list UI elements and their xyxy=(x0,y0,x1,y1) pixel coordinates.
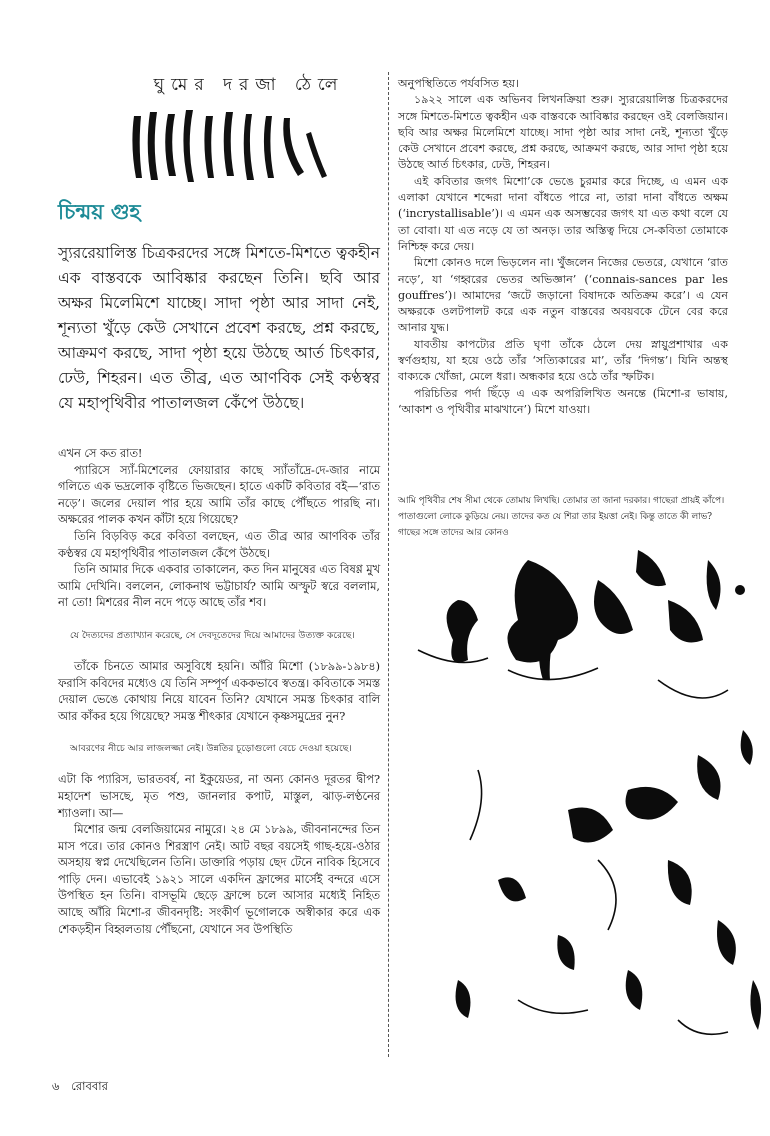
right-column xyxy=(398,76,728,418)
author-name: চিন্ময় গুহ xyxy=(58,200,141,224)
body-paragraph: এই কবিতার জগৎ মিশো’কে ভেঙে চুরমার করে দিচ্ছে, এ এমন এক এলাকা যেখানে শব্দেরা দানা বাঁধতে পারে না, তারা দানা বাঁধতে অক্ষম (‘incrystallisable’)। এ এমন এক অসম্ভবের জগৎ যা এত কথা বলে যে তা বোবা। যা এত নড়ে যে তা অনড়। তার অস্তিত্ব দিয়ে সে-কবিতা তোমাকে নিশ্চিহ্ন করে দেয়। xyxy=(398,174,728,253)
pull-quote: আবরণের নীচে আর লাজলজ্জা নেই। উন্নতির চূড়োগুলো বেচে দেওয়া হয়েছে। xyxy=(70,743,352,755)
body-paragraph: তাঁকে চিনতে আমার অসুবিধে হয়নি। আঁরি মিশো (১৮৯৯-১৯৮৪) ফরাসি কবিদের মধ্যেও যে তিনি সম্পূর্ণ এককভাবে স্বতন্ত্র। কবিতাকে সমস্ত দেয়াল ভেঙে কোথায় নিয়ে যাবেন তিনি? যেখানে সমস্ত চিৎকার বালি আর কাঁকর হয়ে গিয়েছে? সমস্ত শীৎকার যেখানে কৃষ্ণসমুদ্রের নুন? xyxy=(58,659,380,723)
article-headline: ঘুমের দরজা ঠেলে xyxy=(153,75,345,95)
body-paragraph: মিশোর জন্ম বেলজিয়ামের নামুরে। ২৪ মে ১৮৯৯, জীবনানন্দের তিন মাস পরে। তার কোনও শিরস্ত্রাণ নেই। আট বছর বয়সেই গাছ-হয়ে-ওঠার অসহায় স্বপ্ন দেখেছিলেন তিনি। ডাক্তারি পড়ায় ছেদ টেনে নাবিক হিসেবে পাড়ি দেন। এভাবেই ১৯২১ সালে একদিন ফ্রান্সের মার্সেই বন্দরে এসে উপস্থিত হন তিনি। বাসভূমি ছেড়ে ফ্রান্সে চলে আসার মধ্যেই নিহিত আছে আঁরি মিশো-র জীবনদৃষ্টি: সংকীর্ণ ভূগোলকে অস্বীকার করে এক শেকড়হীন বিহ্বলতায় পৌঁছনো, যেখানে সব উপস্থিতি xyxy=(58,823,380,936)
headline-ink-bars-illustration xyxy=(128,106,328,186)
column-divider xyxy=(388,72,389,1057)
ink-drawing-illustration xyxy=(398,540,770,1060)
body-paragraph: প্যারিসে স্যাঁ-মিশেলের ফোয়ারার কাছে স্যাঁতাঁদ্রে-দে-জার নামে গলিতে এক ভদ্রলোক বৃষ্টিতে ভিজছেন। হাতে একটি কবিতার বই—‘রাত নড়ে’। জলের দেয়াল পার হয়ে আমি তাঁর কাছে পৌঁছতে পারছি না। অক্ষরের পালক কখন কাঁটা হয়ে গিয়েছে? xyxy=(58,463,380,527)
publication-name: রোববার xyxy=(71,1079,108,1093)
artwork-caption-quote: আমি পৃথিবীর শেষ সীমা থেকে তোমায় লিখছি। তোমার তা জানা দরকার। গাছেরা প্রায়ই কাঁপে। পাতাগুলো লোকে কুড়িয়ে নেয়। তাদের কত যে শিরা তার ইয়ত্তা নেই। কিন্তু তাতে কী লাভ? গাছের সঙ্গে তাদের আর কোনও xyxy=(398,495,725,538)
body-paragraph: তিনি আমার দিকে একবার তাকালেন, কত দিন মানুষের এত বিষণ্ণ মুখ আমি দেখিনি। বললেন, লোকনাথ ভট্টাচার্য? আমি অস্ফুট স্বরে বললাম, না তো! মিশরের নীল নদে পড়ে আছে তাঁর শব। xyxy=(58,563,380,610)
body-paragraph: মিশো কোনও দলে ভিড়লেন না। খুঁজলেন নিজের ভেতরে, যেখানে ‘রাত নড়ে’, যা ‘গহ্বরের ভেতর অভিজ্ঞান’ (‘connais-sances par les gouffres’)। আমাদের ‘জটে জড়ানো বিষাদকে অতিক্রম করে’। এ যেন অক্ষরকে ওলটপালট করে এক নতুন বাস্তবের অবয়বকে টেনে বের করে আনার যুদ্ধ। xyxy=(398,256,728,335)
body-paragraph: এখন সে কত রাত! xyxy=(58,447,143,460)
body-paragraph: অনুপস্থিতিতে পর্যবসিত হয়। xyxy=(398,77,519,90)
pull-quote: যে দৈত্যদের প্রত্যাখ্যান করেছে, সে দেবদূতেদের দিয়ে আমাদের উত্যক্ত করেছে। xyxy=(70,629,355,641)
body-paragraph: ১৯২২ সালে এক অভিনব লিখনক্রিয়া শুরু। স্যুররেয়ালিস্ত চিত্রকরদের সঙ্গে মিশতে-মিশতে ত্বকহীন এক বাস্তবকে আবিষ্কার করছেন ওই বেলজিয়ান। ছবি আর অক্ষর মিলেমিশে যাচ্ছে। সাদা পৃষ্ঠা আর সাদা নেই, শূন্যতা খুঁড়ে কেউ সেখানে প্রবেশ করছে, প্রশ্ন করছে, আক্রমণ করছে, আর সাদা পৃষ্ঠা হয়ে উঠছে আর্ত চিৎকার, ঢেউ, শিহরন। xyxy=(398,93,728,172)
body-paragraph: যাবতীয় কাপট্যের প্রতি ঘৃণা তাঁকে ঠেলে দেয় স্নায়ুপ্রশাখার এক স্বর্ণগুহায়, যা হয়ে ওঠে তাঁর ‘সত্যিকারের মা’, তাঁর ‘দিগন্ত’। যিনি অন্তস্থ বাক্যকে খোঁজা, মেলে ধরা। অন্ধকার হয়ে ওঠে তাঁর স্ফটিক। xyxy=(398,337,728,384)
page-number: ৬ xyxy=(52,1079,60,1093)
page-footer xyxy=(52,1078,116,1097)
body-paragraph: এটা কি প্যারিস, ভারতবর্ষ, না ইকুয়েডর, না অন্য কোনও দূরতর দ্বীপ? মহাদেশ ভাসছে, মৃত পশু, জানলার কপাট, মাস্তুল, ঝাড়-লণ্ঠনের শ্যাওলা। আ— xyxy=(58,773,380,820)
body-paragraph: তিনি বিড়বিড় করে কবিতা বলছেন, এত তীব্র আর আণবিক তাঁর কণ্ঠস্বর যে মহাপৃথিবীর পাতালজল কেঁপে উঠছে। xyxy=(58,529,380,560)
lead-paragraph: স্যুররেয়ালিস্ত চিত্রকরদের সঙ্গে মিশতে-মিশতে ত্বকহীন এক বাস্তবকে আবিষ্কার করছেন তিনি। ছবি আর অক্ষর মিলেমিশে যাচ্ছে। সাদা পৃষ্ঠা আর সাদা নেই, শূন্যতা খুঁড়ে কেউ সেখানে প্রবেশ করছে, প্রশ্ন করছে, আক্রমণ করছে, সাদা পৃষ্ঠা হয়ে উঠছে আর্ত চিৎকার, ঢেউ, শিহরন। এত তীব্র, এত আণবিক সেই কণ্ঠস্বর যে মহাপৃথিবীর পাতালজল কেঁপে উঠছে। xyxy=(58,244,380,412)
left-column xyxy=(58,72,380,938)
body-paragraph: পরিচিতির পর্দা ছিঁড়ে এ এক অপরিলিখিত অনন্তে (মিশো-র ভাষায়, ‘আকাশ ও পৃথিবীর মাঝখানে’) মিশে যাওয়া। xyxy=(398,386,728,416)
